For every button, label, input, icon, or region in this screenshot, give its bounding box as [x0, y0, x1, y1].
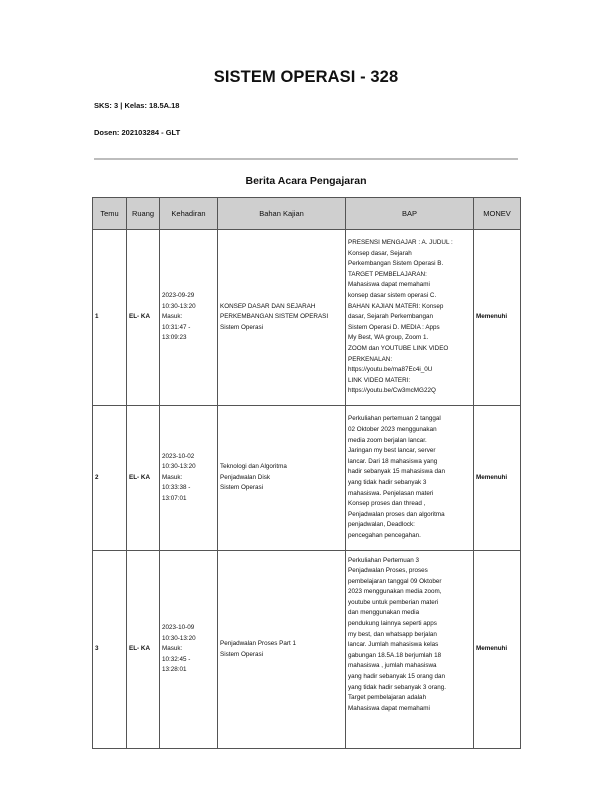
cell-monev: Memenuhi	[474, 406, 521, 551]
attendance-in-time: 10:31:47 -	[162, 323, 191, 331]
bap-line: Perkuliahan Pertemuan 3	[348, 556, 420, 564]
bap-line: mahasiswa. Penjelasan materi	[348, 489, 434, 497]
bahan-line: Sistem Operasi	[220, 650, 264, 658]
attendance-label: Masuk:	[162, 473, 183, 481]
bap-line: Penjadwalan Proses, proses	[348, 567, 428, 575]
column-header-kehadiran: Kehadiran	[160, 198, 218, 230]
teaching-report-table	[92, 197, 521, 749]
bahan-line: Penjadwalan Disk	[220, 473, 271, 481]
column-header-ruang: Ruang	[127, 198, 160, 230]
attendance-schedule: 10:30-13:20	[162, 302, 196, 310]
table-row	[93, 230, 521, 406]
cell-temu: 3	[93, 551, 127, 749]
cell-ruang: EL- KA	[127, 230, 160, 406]
cell-bahan-kajian	[218, 406, 346, 551]
cell-ruang: EL- KA	[127, 551, 160, 749]
bap-line: pencegahan pencegahan.	[348, 531, 421, 539]
attendance-schedule: 10:30-13:20	[162, 463, 196, 471]
bap-line: dasar, Sejarah Perkembangan	[348, 313, 434, 321]
attendance-out-time: 13:28:01	[162, 666, 187, 674]
bahan-line: PERKEMBANGAN SISTEM OPERASI	[220, 313, 329, 321]
column-header-bahan-kajian: Bahan Kajian	[218, 198, 346, 230]
cell-bap	[346, 406, 474, 551]
bap-line: LINK VIDEO MATERI:	[348, 376, 411, 384]
attendance-out-time: 13:07:01	[162, 494, 187, 502]
cell-kehadiran	[160, 406, 218, 551]
column-header-bap: BAP	[346, 198, 474, 230]
attendance-date: 2023-10-09	[162, 624, 195, 632]
bap-line: Perkuliahan pertemuan 2 tanggal	[348, 415, 441, 423]
bap-line: Perkembangan Sistem Operasi B.	[348, 260, 444, 268]
bap-line: pembelajaran tanggal 09 Oktober	[348, 577, 442, 585]
bahan-line: Sistem Operasi	[220, 484, 264, 492]
page-title: SISTEM OPERASI - 328	[213, 68, 399, 86]
bap-line: hadir sebanyak 15 mahasiswa dan	[348, 468, 445, 476]
bahan-line: Sistem Operasi	[220, 323, 264, 331]
column-header-monev: MONEV	[474, 198, 521, 230]
bap-line: Penjadwalan proses dan algoritma	[348, 510, 445, 518]
bap-line: lancar. Jumlah mahasiswa kelas	[348, 641, 439, 649]
attendance-date: 2023-09-29	[162, 292, 195, 300]
bap-line: Konsep dasar, Sejarah	[348, 249, 412, 257]
bap-line: ZOOM dan YOUTUBE LINK VIDEO	[348, 344, 449, 352]
bahan-line: KONSEP DASAR DAN SEJARAH	[220, 302, 316, 310]
bap-line: 02 Oktober 2023 menggunakan	[348, 426, 437, 434]
table-row	[93, 406, 521, 551]
cell-bap	[346, 551, 474, 749]
bap-line: yang tidak hadir sebanyak 3 orang.	[348, 683, 447, 691]
bap-line: my best, dan whatsapp berjalan	[348, 630, 437, 638]
attendance-in-time: 10:33:38 -	[162, 484, 191, 492]
cell-kehadiran	[160, 551, 218, 749]
bap-line: Sistem Operasi D. MEDIA : Apps	[348, 323, 440, 331]
bap-line: BAHAN KAJIAN MATERI: Konsep	[348, 302, 444, 310]
bap-line: dan menggunakan media	[348, 609, 420, 617]
cell-bahan-kajian	[218, 551, 346, 749]
bap-line: mahasiswa , jumlah mahasiswa	[348, 662, 437, 670]
cell-temu: 2	[93, 406, 127, 551]
cell-monev: Memenuhi	[474, 551, 521, 749]
bap-line: yang tidak hadir sebanyak 3	[348, 479, 427, 486]
bap-line: Mahasiswa dapat memahami	[348, 281, 430, 289]
bap-line: media zoom berjalan lancar.	[348, 436, 427, 444]
bap-line: yang hadir sebanyak 15 orang dan	[348, 673, 445, 681]
cell-monev: Memenuhi	[474, 230, 521, 406]
cell-bahan-kajian	[218, 230, 346, 406]
bap-line: Target pembelajaran adalah	[348, 694, 427, 702]
bap-line: konsep dasar sistem operasi C.	[348, 292, 437, 300]
bap-line: TARGET PEMBELAJARAN:	[348, 270, 427, 278]
attendance-schedule: 10:30-13:20	[162, 634, 196, 642]
bahan-line: Penjadwalan Proses Part 1	[220, 639, 296, 647]
bap-line: PRESENSI MENGAJAR : A. JUDUL :	[348, 239, 453, 247]
attendance-out-time: 13:09:23	[162, 334, 187, 342]
bap-line: gabungan 18.5A.18 berjumlah 18	[348, 651, 442, 659]
bap-line: Konsep proses dan thread ,	[348, 500, 426, 508]
bap-line: youtube untuk pemberian materi	[348, 598, 439, 606]
bap-line: penjadwalan, Deadlock:	[348, 521, 415, 529]
bap-link[interactable]: https://youtu.be/ma87Ec4i_0U	[348, 366, 433, 374]
cell-bap	[346, 230, 474, 406]
bap-line: PERKENALAN:	[348, 355, 393, 363]
section-title: Berita Acara Pengajaran	[245, 175, 367, 187]
cell-ruang: EL- KA	[127, 406, 160, 551]
attendance-label: Masuk:	[162, 313, 183, 321]
attendance-in-time: 10:32:45 -	[162, 655, 191, 663]
bap-line: 2023 menggunakan media zoom,	[348, 588, 442, 596]
attendance-label: Masuk:	[162, 645, 183, 653]
cell-temu: 1	[93, 230, 127, 406]
column-header-temu: Temu	[93, 198, 127, 230]
attendance-date: 2023-10-02	[162, 452, 195, 460]
bap-line: Jaringan my best lancar, server	[348, 447, 436, 455]
bap-link[interactable]: https://youtu.be/Cw3mcMG22Q	[348, 387, 436, 395]
bahan-line: Teknologi dan Algoritma	[220, 463, 287, 471]
bap-line: Mahasiswa dapat memahami	[348, 704, 430, 712]
header-divider	[94, 158, 518, 160]
bap-line: pendukung lainnya seperti apps	[348, 620, 437, 628]
lecturer-line: Dosen: 202103284 - GLT	[94, 128, 181, 137]
cell-kehadiran	[160, 230, 218, 406]
sks-class-line: SKS: 3 | Kelas: 18.5A.18	[94, 101, 180, 110]
bap-line: lancar. Dari 18 mahasiswa yang	[348, 457, 438, 465]
table-header-row	[93, 198, 521, 230]
bap-line: My Best, WA group, Zoom 1.	[348, 334, 429, 342]
table-row	[93, 551, 521, 749]
